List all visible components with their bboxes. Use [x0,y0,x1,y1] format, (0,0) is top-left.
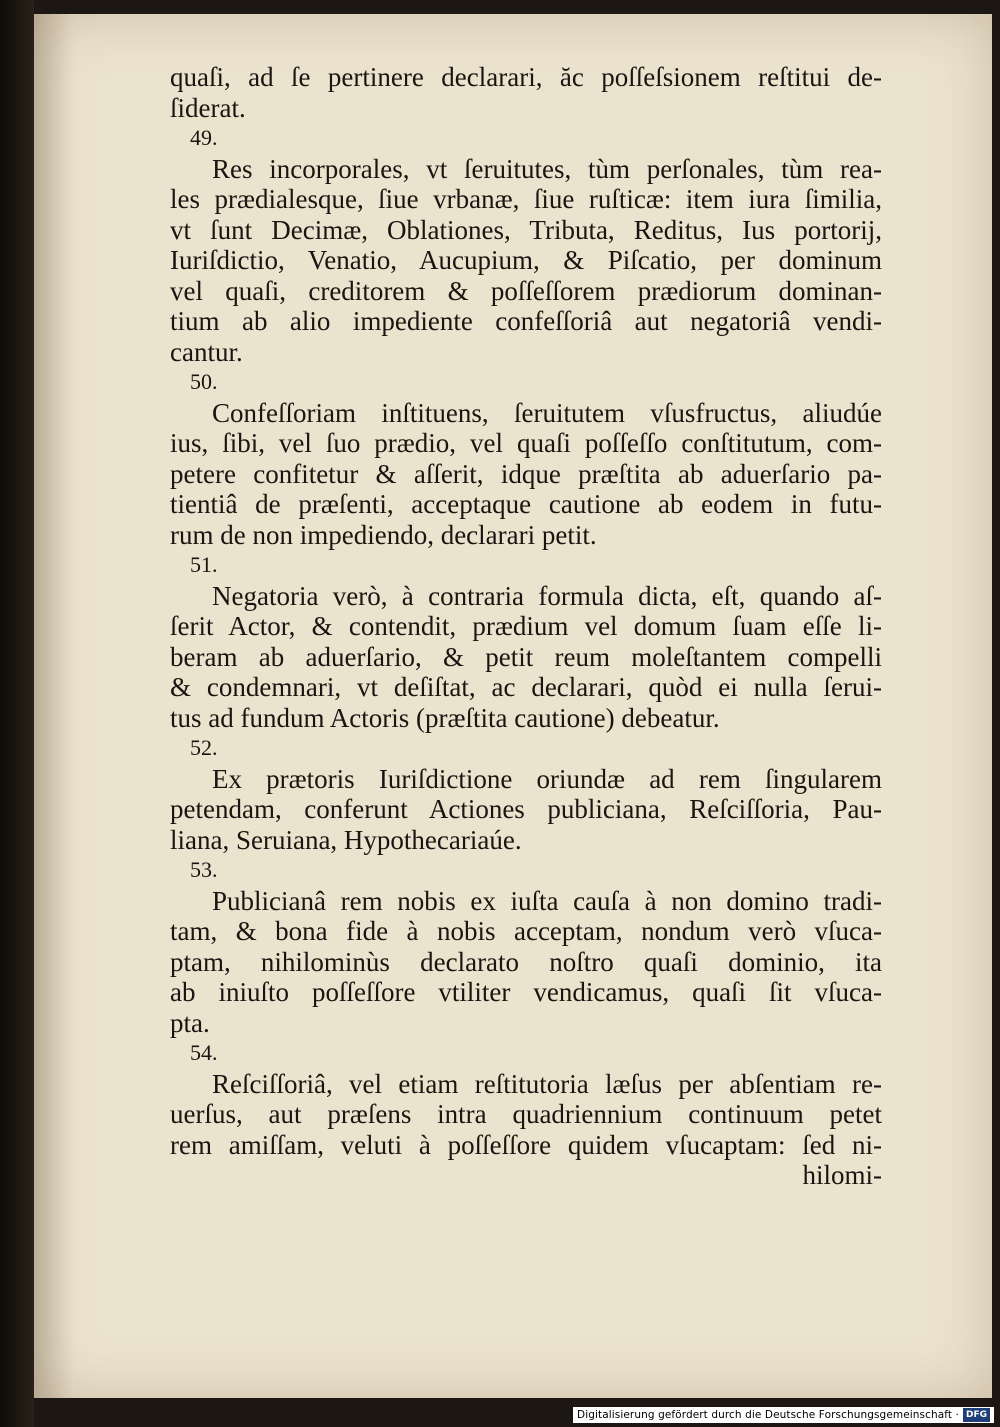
credit-text: Digitalisierung gefördert durch die Deutsche Forschungsgemeinschaft · [577,1409,959,1421]
text-line: uerſus, aut præſens intra quadriennium continuum petet [170,1099,882,1129]
paragraph-last-line: liana, Seruiana, Hypothecariaúe. [170,824,522,855]
text-line: rem amiſſam, veluti à poſſeſſore quidem vſucaptam: ſed ni- [170,1129,882,1160]
text-line: & condemnari, vt deſiſtat, ac declarari, quòd ei nulla ſerui- [170,672,882,702]
text-line: ius, ſibi, vel ſuo prædio, vel quaſi poſſeſſo conſtitutum, com- [170,428,882,458]
section-number: 53. [190,857,218,882]
text-line: petendam, conferunt Actiones publiciana, Reſciſſoria, Pau- [170,794,882,824]
paragraph-first-line: Negatoria verò, à contraria formula dicta, eſt, quando aſ- [212,580,882,611]
paragraph-last-line: rum de non impediendo, declarari petit. [170,519,597,550]
paragraph-first-line: Reſciſſoriâ, vel etiam reſtitutoria læſus per abſentiam re- [212,1068,882,1099]
section-number: 49. [190,125,218,150]
digitization-credit [573,1407,994,1423]
text-line: tam, & bona fide à nobis acceptam, nondum verò vſuca- [170,916,882,946]
section-number: 51. [190,552,218,577]
text-line: ab iniuſto poſſeſſore vtiliter vendicamus, quaſi ſit vſuca- [170,977,882,1007]
text-line: ptam, nihilominùs declarato noſtro quaſi dominio, ita [170,946,882,977]
dfg-logo: DFG [963,1408,990,1422]
section-number: 54. [190,1040,218,1065]
text-line: quaſi, ad ſe pertinere declarari, ăc poſſeſsionem reſtitui de- [170,62,882,92]
text-line: vt ſunt Decimæ, Oblationes, Tributa, Reditus, Ius portorij, [170,214,882,245]
text-line: tientiâ de præſenti, acceptaque cautione ab eodem in futu- [170,489,882,519]
section-number: 52. [190,735,218,760]
text-line: ſerit Actor, & contendit, prædium vel domum ſuam eſſe li- [170,611,882,641]
page-text [170,62,882,1191]
paragraph-last-line: tus ad fundum Actoris (præſtita cautione) debeatur. [170,702,720,733]
text-line: Iuriſdictio, Venatio, Aucupium, & Piſcatio, per dominum [170,245,882,275]
book-spine [0,0,34,1427]
catchword: hilomi- [802,1160,882,1190]
text-line: tium ab alio impediente confeſſoriâ aut negatoriâ vendi- [170,306,882,336]
text-line: les prædialesque, ſiue vrbanæ, ſiue ruſticæ: item iura ſimilia, [170,184,882,214]
paragraph-last-line: cantur. [170,336,243,367]
section-number: 50. [190,369,218,394]
paragraph-first-line: Confeſſoriam inſtituens, ſeruitutem vſusfructus, aliudúe [212,397,882,428]
paragraph-first-line: Publicianâ rem nobis ex iuſta cauſa à non domino tradi- [212,885,882,916]
paragraph-first-line: Res incorporales, vt ſeruitutes, tùm perſonales, tùm rea- [212,153,882,184]
text-line: beram ab aduerſario, & petit reum moleſtantem compelli [170,641,882,672]
text-line: vel quaſi, creditorem & poſſeſſorem prædiorum dominan- [170,275,882,306]
paragraph-last-line: pta. [170,1007,210,1038]
text-line: petere confitetur & aſſerit, idque præſtita ab aduerſario pa- [170,458,882,489]
paragraph-first-line: Ex prætoris Iuriſdictione oriundæ ad rem ſingularem [212,763,882,794]
paragraph-last-line: ſiderat. [170,92,246,123]
